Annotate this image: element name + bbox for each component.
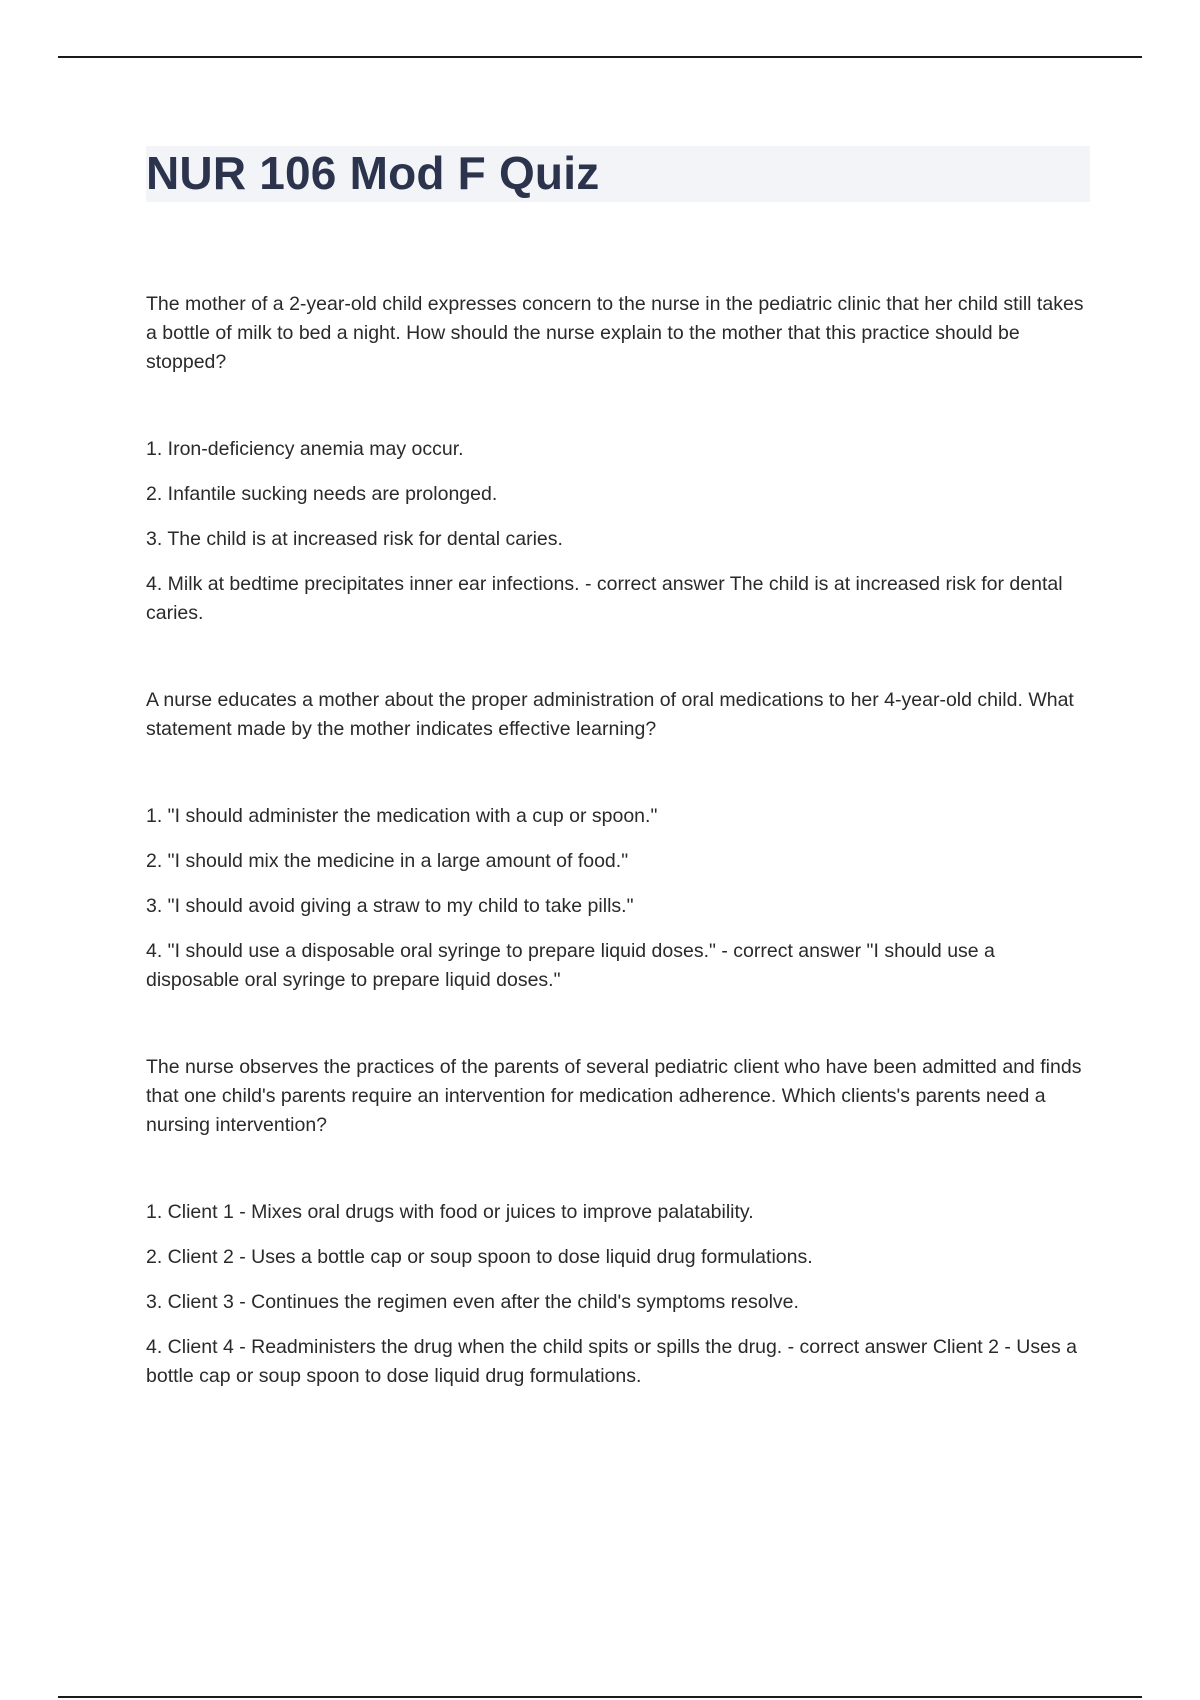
page-title: NUR 106 Mod F Quiz (146, 147, 600, 199)
question-1-option-3: 3. The child is at increased risk for dental caries. (146, 528, 563, 550)
question-3-option-2: 2. Client 2 - Uses a bottle cap or soup spoon to dose liquid drug formulations. (146, 1246, 813, 1268)
question-block-2 (146, 686, 1086, 995)
bottom-rule (58, 1696, 1142, 1698)
question-3-option-4-with-answer: 4. Client 4 - Readministers the drug when the child spits or spills the drug. - correct answer Client 2 - Uses a bottle cap or soup spoon to dose liquid drug formulations. (146, 1336, 1077, 1387)
quiz-content (146, 290, 1086, 1391)
question-3-option-3: 3. Client 3 - Continues the regimen even after the child's symptoms resolve. (146, 1291, 799, 1313)
question-2-option-3: 3. "I should avoid giving a straw to my child to take pills." (146, 895, 634, 917)
question-2-option-4-with-answer: 4. "I should use a disposable oral syringe to prepare liquid doses." - correct answer "I should use a disposable oral syringe to prepare liquid doses." (146, 940, 995, 991)
question-2-option-1: 1. "I should administer the medication with a cup or spoon." (146, 805, 658, 827)
question-1-option-4-with-answer: 4. Milk at bedtime precipitates inner ear infections. - correct answer The child is at increased risk for dental caries. (146, 573, 1063, 624)
question-1-option-2: 2. Infantile sucking needs are prolonged. (146, 483, 498, 505)
question-block-1 (146, 290, 1086, 628)
question-2-option-2: 2. "I should mix the medicine in a large amount of food." (146, 850, 629, 872)
question-block-3 (146, 1053, 1086, 1391)
question-1-text: The mother of a 2-year-old child expresses concern to the nurse in the pediatric clinic that her child still takes a bottle of milk to bed a night. How should the nurse explain to the mother that this practice should be stopped? (146, 293, 1084, 373)
question-3-option-1: 1. Client 1 - Mixes oral drugs with food or juices to improve palatability. (146, 1201, 754, 1223)
question-2-options (146, 802, 1086, 995)
question-1-option-1: 1. Iron-deficiency anemia may occur. (146, 438, 464, 460)
question-3-text: The nurse observes the practices of the parents of several pediatric client who have been admitted and finds that one child's parents require an intervention for medication adherence. Which clients's parents need a nursing intervention? (146, 1056, 1082, 1136)
question-3-options (146, 1198, 1086, 1391)
question-1-options (146, 435, 1086, 628)
question-2-text: A nurse educates a mother about the proper administration of oral medications to her 4-year-old child. What statement made by the mother indicates effective learning? (146, 689, 1074, 740)
top-rule (58, 56, 1142, 58)
